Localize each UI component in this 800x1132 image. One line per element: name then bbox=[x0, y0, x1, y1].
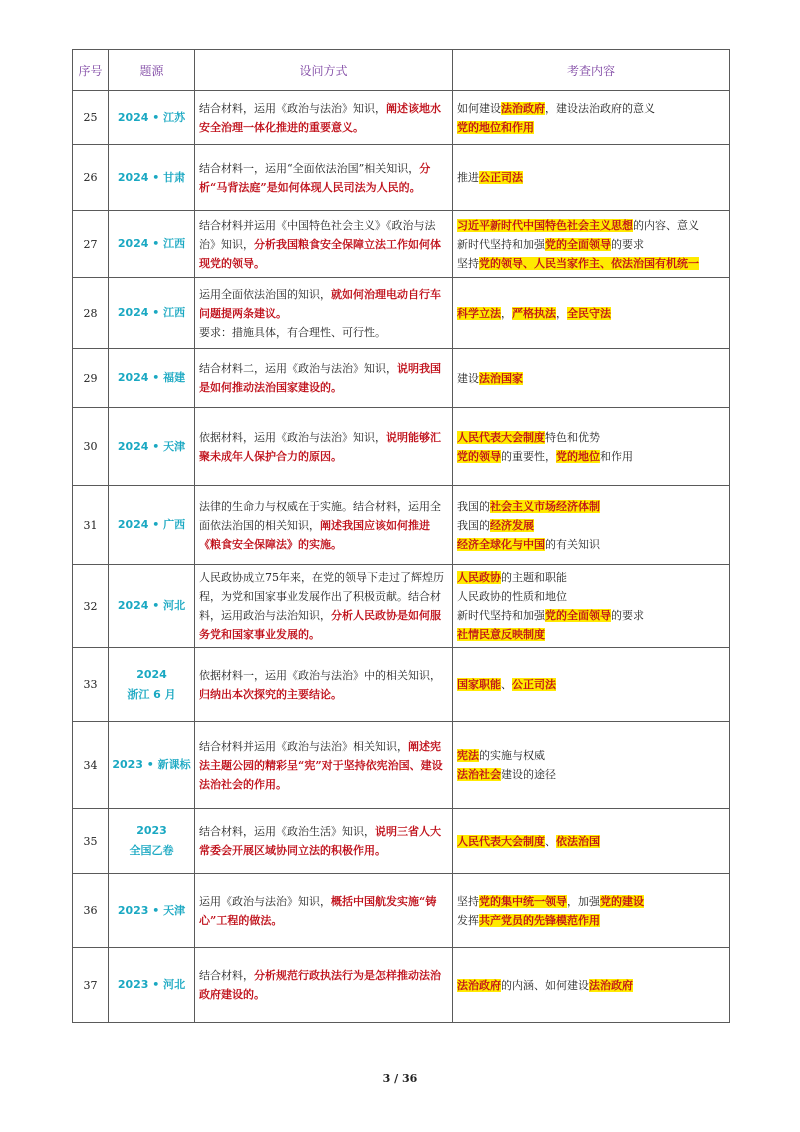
content-text: 的有关知识 bbox=[545, 537, 600, 551]
table-row bbox=[73, 91, 730, 145]
content-line bbox=[457, 625, 725, 644]
row-source bbox=[109, 211, 195, 278]
row-number: 32 bbox=[73, 565, 109, 648]
question-emphasis: 分析“马背法庭”是如何体现人民司法为人民的。 bbox=[199, 161, 431, 194]
row-source bbox=[109, 809, 195, 874]
content-text: 我国的 bbox=[457, 518, 490, 532]
highlighted-term: 公正司法 bbox=[512, 678, 556, 691]
content-line bbox=[457, 568, 725, 587]
question-text: 结合材料二，运用《政治与法治》知识， bbox=[199, 362, 397, 375]
row-content bbox=[453, 809, 730, 874]
row-question bbox=[195, 722, 453, 809]
row-question bbox=[195, 349, 453, 408]
row-question bbox=[195, 809, 453, 874]
content-line bbox=[457, 99, 725, 118]
content-line bbox=[457, 746, 725, 765]
source-text: 2023 • 天津 bbox=[117, 903, 186, 917]
content-line bbox=[457, 535, 725, 554]
content-line bbox=[457, 168, 725, 187]
question-text: 运用全面依法治国的知识， bbox=[199, 287, 331, 301]
question-text: 结合材料，运用《政治与法治》知识， bbox=[199, 101, 386, 115]
content-text: 新时代坚持和加强 bbox=[457, 237, 545, 251]
row-source bbox=[109, 722, 195, 809]
row-source bbox=[109, 648, 195, 722]
row-source bbox=[109, 278, 195, 349]
highlighted-term: 社会主义市场经济体制 bbox=[490, 499, 600, 513]
source-text: 2024 • 天津 bbox=[117, 439, 186, 453]
row-question bbox=[195, 211, 453, 278]
question-emphasis: 概括中国航发实施“铸心”工程的做法。 bbox=[199, 894, 437, 927]
row-source bbox=[109, 145, 195, 211]
source-text: 2023 bbox=[136, 824, 167, 837]
table-row bbox=[73, 486, 730, 565]
question-emphasis: 说明能够汇聚未成年人保护合力的原因。 bbox=[199, 430, 441, 463]
table-row bbox=[73, 874, 730, 948]
row-number: 37 bbox=[73, 948, 109, 1023]
source-text: 全国乙卷 bbox=[129, 844, 174, 857]
content-text: 的内容、意义 bbox=[633, 218, 699, 232]
question-text: 结合材料一，运用“全面依法治国”相关知识， bbox=[199, 161, 420, 175]
row-source bbox=[109, 349, 195, 408]
row-question bbox=[195, 91, 453, 145]
source-text: 浙江 6 月 bbox=[127, 687, 176, 701]
question-text: 人民政协成立75年来，在党的领导下走过了辉煌历程，为党和国家事业发展作出了积极贡献。结合材料，运用政治与法治知识， bbox=[199, 571, 444, 622]
question-emphasis: 阐述该地水安全治理一体化推进的重要意义。 bbox=[199, 101, 441, 134]
content-text: 发挥 bbox=[457, 913, 479, 927]
content-line bbox=[457, 911, 725, 930]
question-text: 要求：措施具体，有合理性、可行性。 bbox=[199, 325, 386, 339]
question-table bbox=[72, 49, 730, 1023]
row-number: 34 bbox=[73, 722, 109, 809]
table-body bbox=[73, 91, 730, 1023]
row-content bbox=[453, 948, 730, 1023]
row-number: 25 bbox=[73, 91, 109, 145]
row-question bbox=[195, 874, 453, 948]
question-emphasis: 分析规范行政执法行为是怎样推动法治政府建设的。 bbox=[199, 969, 441, 1001]
table-row bbox=[73, 948, 730, 1023]
highlighted-term: 人民代表大会制度 bbox=[457, 834, 545, 848]
table-row bbox=[73, 211, 730, 278]
content-text: 的要求 bbox=[611, 237, 644, 251]
highlighted-term: 党的地位 bbox=[556, 449, 600, 463]
highlighted-term: 公正司法 bbox=[479, 171, 523, 184]
table-row bbox=[73, 349, 730, 408]
content-text: 的重要性， bbox=[501, 449, 556, 463]
row-number: 36 bbox=[73, 874, 109, 948]
content-line bbox=[457, 216, 725, 235]
row-content bbox=[453, 349, 730, 408]
row-content bbox=[453, 565, 730, 648]
row-source bbox=[109, 408, 195, 486]
table-row bbox=[73, 278, 730, 349]
row-content bbox=[453, 211, 730, 278]
content-line bbox=[457, 254, 725, 273]
question-emphasis: 说明三省人大常委会开展区域协同立法的积极作用。 bbox=[199, 825, 441, 857]
content-text: 坚持 bbox=[457, 256, 479, 270]
row-question bbox=[195, 145, 453, 211]
source-text: 2024 • 广西 bbox=[117, 518, 186, 531]
content-text: 建设 bbox=[457, 371, 479, 385]
content-text: ， bbox=[556, 306, 567, 320]
row-number: 28 bbox=[73, 278, 109, 349]
row-question bbox=[195, 486, 453, 565]
row-content bbox=[453, 486, 730, 565]
content-line bbox=[457, 369, 725, 388]
content-text: 的要求 bbox=[611, 609, 644, 622]
source-text: 2024 • 江西 bbox=[117, 237, 186, 250]
highlighted-term: 法治政府 bbox=[457, 978, 501, 992]
question-emphasis: 说明我国是如何推动法治国家建设的。 bbox=[199, 362, 441, 394]
header-question-style: 设问方式 bbox=[195, 50, 453, 91]
content-text: 新时代坚持和加强 bbox=[457, 609, 545, 622]
question-emphasis: 阐述我国应该如何推进《粮食安全保障法》的实施。 bbox=[199, 518, 430, 551]
row-number: 35 bbox=[73, 809, 109, 874]
content-text: ，加强 bbox=[567, 894, 600, 908]
source-text: 2024 • 江西 bbox=[117, 306, 186, 319]
highlighted-term: 法治政府 bbox=[501, 101, 545, 115]
highlighted-term: 法治政府 bbox=[589, 978, 633, 992]
row-content bbox=[453, 278, 730, 349]
source-text: 2023 • 河北 bbox=[117, 978, 186, 991]
row-number: 31 bbox=[73, 486, 109, 565]
row-source bbox=[109, 565, 195, 648]
row-content bbox=[453, 408, 730, 486]
question-text: 结合材料，运用《政治生活》知识， bbox=[199, 825, 375, 838]
content-text: 、 bbox=[545, 834, 556, 848]
source-text: 2024 • 河北 bbox=[117, 599, 186, 612]
content-text: 的主题和职能 bbox=[501, 571, 567, 584]
content-line bbox=[457, 497, 725, 516]
header-source: 题源 bbox=[109, 50, 195, 91]
question-text: 结合材料并运用《政治与法治》相关知识， bbox=[199, 739, 408, 753]
row-source bbox=[109, 948, 195, 1023]
highlighted-term: 宪法 bbox=[457, 749, 479, 762]
highlighted-term: 党的全面领导 bbox=[545, 237, 611, 251]
highlighted-term: 国家职能 bbox=[457, 678, 501, 691]
content-text: 的实施与权威 bbox=[479, 749, 545, 762]
table-row bbox=[73, 565, 730, 648]
table-row bbox=[73, 722, 730, 809]
highlighted-term: 党的全面领导 bbox=[545, 609, 611, 622]
content-text: ，建设法治政府的意义 bbox=[545, 101, 655, 115]
header-number: 序号 bbox=[73, 50, 109, 91]
content-line bbox=[457, 976, 725, 995]
row-content bbox=[453, 874, 730, 948]
question-emphasis: 就如何治理电动自行车问题提两条建议。 bbox=[199, 287, 441, 320]
content-line bbox=[457, 675, 725, 694]
question-text: 结合材料， bbox=[199, 969, 254, 982]
content-line bbox=[457, 235, 725, 254]
question-emphasis: 分析我国粮食安全保障立法工作如何体现党的领导。 bbox=[199, 237, 441, 270]
content-line bbox=[457, 892, 725, 911]
row-question bbox=[195, 948, 453, 1023]
content-text: 人民政协的性质和地位 bbox=[457, 590, 567, 603]
content-text: 建设的途径 bbox=[501, 768, 556, 781]
content-text: 推进 bbox=[457, 171, 479, 184]
content-text: 、 bbox=[501, 678, 512, 691]
content-line bbox=[457, 447, 725, 466]
highlighted-term: 经济发展 bbox=[490, 518, 534, 532]
question-emphasis: 阐述宪法主题公园的精彩呈“宪”对于坚持依宪治国、建设法治社会的作用。 bbox=[199, 739, 443, 791]
highlighted-term: 经济全球化与中国 bbox=[457, 537, 545, 551]
question-text: 依据材料，运用《政治与法治》知识， bbox=[199, 430, 386, 444]
highlighted-term: 共产党员的先锋模范作用 bbox=[479, 913, 600, 927]
table-row bbox=[73, 145, 730, 211]
row-content bbox=[453, 722, 730, 809]
table-header-row bbox=[73, 50, 730, 91]
highlighted-term: 依法治国 bbox=[556, 834, 600, 848]
question-emphasis: 归纳出本次探究的主要结论。 bbox=[199, 687, 342, 701]
highlighted-term: 人民政协 bbox=[457, 571, 501, 584]
content-line bbox=[457, 587, 725, 606]
row-number: 26 bbox=[73, 145, 109, 211]
content-text: 坚持 bbox=[457, 894, 479, 908]
content-line bbox=[457, 118, 725, 137]
content-text: 我国的 bbox=[457, 499, 490, 513]
highlighted-term: 习近平新时代中国特色社会主义思想 bbox=[457, 218, 633, 232]
question-text: 运用《政治与法治》知识， bbox=[199, 894, 331, 908]
question-text: 结合材料并运用《中国特色社会主义》《政治与法治》知识， bbox=[199, 218, 436, 251]
source-text: 2023 • 新课标 bbox=[112, 758, 191, 771]
row-number: 33 bbox=[73, 648, 109, 722]
table-row bbox=[73, 809, 730, 874]
row-question bbox=[195, 278, 453, 349]
content-text: 和作用 bbox=[600, 449, 633, 463]
highlighted-term: 法治社会 bbox=[457, 768, 501, 781]
content-line bbox=[457, 304, 725, 323]
content-text: 如何建设 bbox=[457, 101, 501, 115]
question-text: 依据材料一，运用《政治与法治》中的相关知识， bbox=[199, 668, 441, 682]
source-text: 2024 bbox=[136, 667, 167, 681]
row-source bbox=[109, 91, 195, 145]
highlighted-term: 党的集中统一领导 bbox=[479, 894, 567, 908]
row-question bbox=[195, 408, 453, 486]
content-line bbox=[457, 606, 725, 625]
content-line bbox=[457, 832, 725, 851]
row-number: 30 bbox=[73, 408, 109, 486]
content-line bbox=[457, 765, 725, 784]
highlighted-term: 全民守法 bbox=[567, 306, 611, 320]
highlighted-term: 人民代表大会制度 bbox=[457, 430, 545, 444]
question-text: 法律的生命力与权威在于实施。结合材料，运用全面依法治国的相关知识， bbox=[199, 499, 441, 532]
table-row bbox=[73, 648, 730, 722]
page-number: 3 / 36 bbox=[382, 1072, 418, 1085]
highlighted-term: 社情民意反映制度 bbox=[457, 628, 545, 641]
highlighted-term: 科学立法 bbox=[457, 306, 501, 320]
row-question bbox=[195, 565, 453, 648]
row-content bbox=[453, 91, 730, 145]
content-text: 的内涵、如何建设 bbox=[501, 978, 589, 992]
row-number: 29 bbox=[73, 349, 109, 408]
content-line bbox=[457, 516, 725, 535]
highlighted-term: 党的领导、人民当家作主、依法治国有机统一 bbox=[479, 256, 699, 270]
row-question bbox=[195, 648, 453, 722]
header-content: 考查内容 bbox=[453, 50, 730, 91]
table-row bbox=[73, 408, 730, 486]
row-source bbox=[109, 486, 195, 565]
content-text: 特色和优势 bbox=[545, 430, 600, 444]
row-source bbox=[109, 874, 195, 948]
content-line bbox=[457, 428, 725, 447]
source-text: 2024 • 福建 bbox=[117, 371, 186, 384]
row-number: 27 bbox=[73, 211, 109, 278]
content-text: ， bbox=[501, 306, 512, 320]
source-text: 2024 • 甘肃 bbox=[117, 170, 186, 184]
source-text: 2024 • 江苏 bbox=[117, 110, 186, 124]
question-emphasis: 分析人民政协是如何服务党和国家事业发展的。 bbox=[199, 609, 441, 641]
highlighted-term: 严格执法 bbox=[512, 306, 556, 320]
highlighted-term: 法治国家 bbox=[479, 371, 523, 385]
highlighted-term: 党的领导 bbox=[457, 449, 501, 463]
highlighted-term: 党的建设 bbox=[600, 894, 644, 908]
highlighted-term: 党的地位和作用 bbox=[457, 120, 534, 134]
row-content bbox=[453, 145, 730, 211]
row-content bbox=[453, 648, 730, 722]
